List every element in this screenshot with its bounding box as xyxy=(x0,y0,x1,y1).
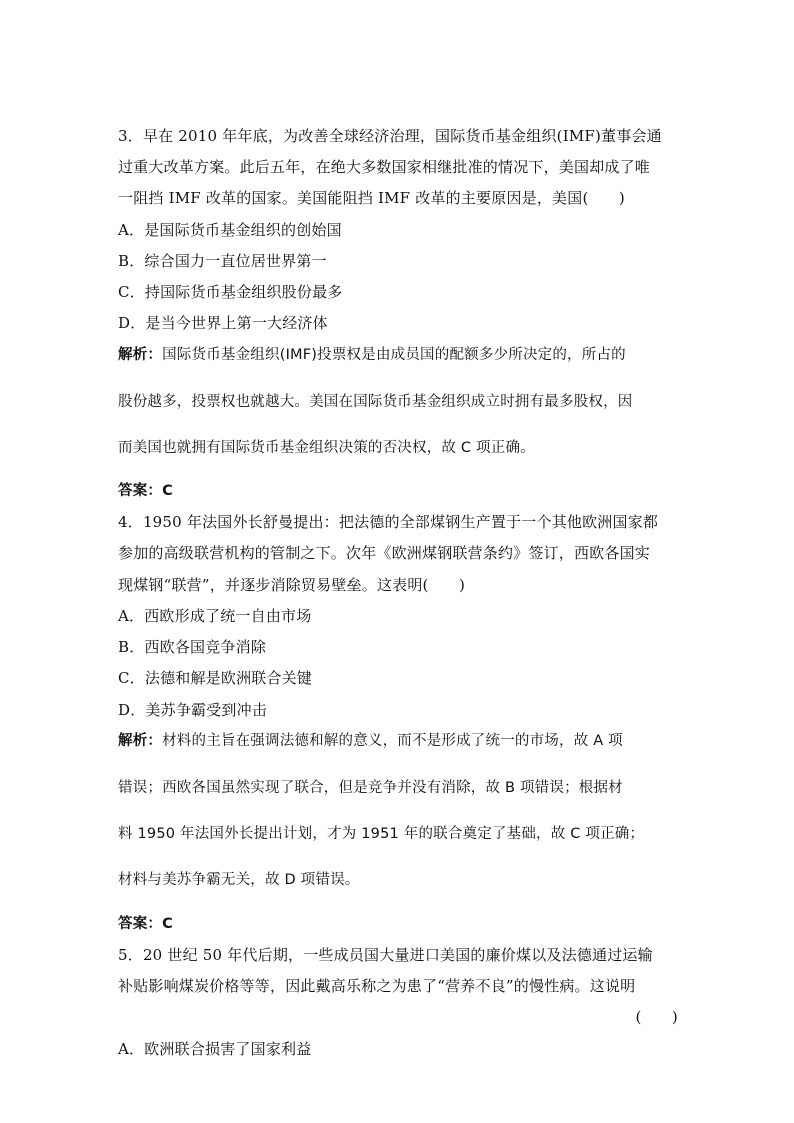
q4-analysis-label: 解析： xyxy=(118,733,163,749)
q3-analysis-label: 解析： xyxy=(118,347,163,363)
q4-analysis-line-3: 料 1950 年法国外长提出计划，才为 1951 年的联合奠定了基础，故 C 项正确； xyxy=(118,826,645,842)
q5-answer-bracket: ( ) xyxy=(635,1008,678,1026)
q3-option-c: C．持国际货币基金组织股份最多 xyxy=(118,283,343,301)
q4-analysis-line-4: 材料与美苏争霸无关，故 D 项错误。 xyxy=(118,872,360,888)
q3-analysis-line-1 xyxy=(118,345,678,365)
q4-stem-line-2: 参加的高级联营机构的管制之下。次年《欧洲煤钢联营条约》签订，西欧各国实 xyxy=(118,544,651,562)
q3-option-a: A．是国际货币基金组织的创始国 xyxy=(118,221,342,239)
q3-analysis-line-3: 而美国也就拥有国际货币基金组织决策的否决权，故 C 项正确。 xyxy=(118,440,535,456)
q5-option-a: A．欧洲联合损害了国家利益 xyxy=(118,1040,312,1058)
q4-option-b: B．西欧各国竞争消除 xyxy=(118,638,267,656)
q4-analysis-text-1: 材料的主旨在强调法德和解的意义，而不是形成了统一的市场，故 A 项 xyxy=(162,733,623,749)
q5-stem-line-2: 补贴影响煤炭价格等等，因此戴高乐称之为患了“营养不良”的慢性病。这说明 xyxy=(118,977,636,995)
q4-option-d: D．美苏争霸受到冲击 xyxy=(118,701,268,719)
q4-option-a: A．西欧形成了统一自由市场 xyxy=(118,607,312,625)
q3-stem-line-2: 过重大改革方案。此后五年，在绝大多数国家相继批准的情况下，美国却成了唯 xyxy=(118,158,651,176)
q4-answer: 答案：C xyxy=(118,916,173,932)
q3-option-b: B．综合国力一直位居世界第一 xyxy=(118,252,327,270)
q3-answer: 答案：C xyxy=(118,483,173,499)
q3-stem-line-1: 3．早在 2010 年年底，为改善全球经济治理，国际货币基金组织(IMF)董事会通 xyxy=(118,127,662,145)
q4-analysis-line-1 xyxy=(118,731,678,751)
q4-option-c: C．法德和解是欧洲联合关键 xyxy=(118,669,313,687)
q3-stem-line-3: 一阻挡 IMF 改革的国家。美国能阻挡 IMF 改革的主要原因是，美国( ) xyxy=(118,189,625,207)
q3-analysis-line-2: 股份越多，投票权也就越大。美国在国际货币基金组织成立时拥有最多股权，因 xyxy=(118,394,633,410)
q5-stem-line-1: 5．20 世纪 50 年代后期，一些成员国大量进口美国的廉价煤以及法德通过运输 xyxy=(118,946,653,964)
q4-stem-line-1: 4．1950 年法国外长舒曼提出：把法德的全部煤钢生产置于一个其他欧洲国家都 xyxy=(118,513,659,531)
q4-stem-line-3: 现煤钢“联营”，并逐步消除贸易壁垒。这表明( ) xyxy=(118,576,466,594)
q3-analysis-text-1: 国际货币基金组织(IMF)投票权是由成员国的配额多少所决定的，所占的 xyxy=(162,347,626,363)
q3-option-d: D．是当今世界上第一大经济体 xyxy=(118,314,328,332)
q4-analysis-line-2: 错误；西欧各国虽然实现了联合，但是竞争并没有消除，故 B 项错误；根据材 xyxy=(118,780,623,796)
